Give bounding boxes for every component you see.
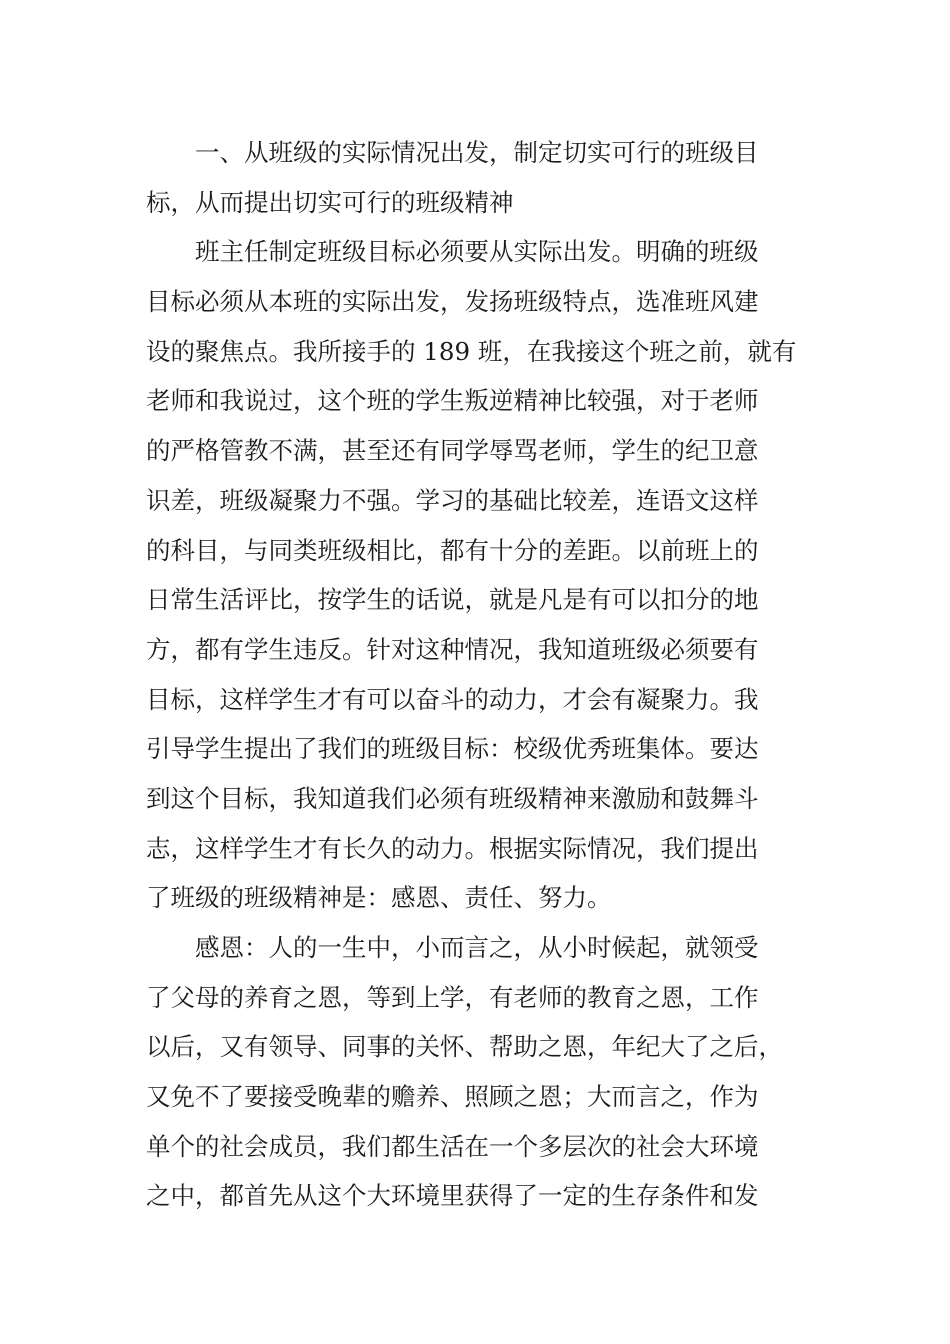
paragraph-line: 班主任制定班级目标必须要从实际出发。明确的班级 <box>195 237 759 267</box>
paragraph-line: 了班级的班级精神是：感恩、责任、努力。 <box>146 883 612 913</box>
paragraph-line: 设的聚焦点。我所接手的 189 班，在我接这个班之前，就有 <box>146 336 797 366</box>
body-text <box>146 128 806 1221</box>
heading-line-1: 一、从班级的实际情况出发，制定切实可行的班级目 <box>195 138 759 167</box>
paragraph-line: 了父母的养育之恩，等到上学，有老师的教育之恩，工作 <box>146 982 759 1012</box>
paragraph-line: 引导学生提出了我们的班级目标：校级优秀班集体。要达 <box>146 734 759 764</box>
paragraph-line: 又免不了要接受晚辈的赡养、照顾之恩；大而言之，作为 <box>146 1082 759 1112</box>
paragraph-line: 日常生活评比，按学生的话说，就是凡是有可以扣分的地 <box>146 585 759 615</box>
paragraph-line: 目标，这样学生才有可以奋斗的动力，才会有凝聚力。我 <box>146 684 759 714</box>
paragraph-line: 目标必须从本班的实际出发，发扬班级特点，选准班风建 <box>146 287 759 317</box>
paragraph-line: 志，这样学生才有长久的动力。根据实际情况，我们提出 <box>146 833 759 863</box>
paragraph-line: 之中，都首先从这个大环境里获得了一定的生存条件和发 <box>146 1181 759 1211</box>
paragraph-line: 的科目，与同类班级相比，都有十分的差距。以前班上的 <box>146 535 759 565</box>
paragraph-line: 的严格管教不满，甚至还有同学辱骂老师，学生的纪卫意 <box>146 436 759 466</box>
paragraph-line: 方，都有学生违反。针对这种情况，我知道班级必须要有 <box>146 634 759 664</box>
heading-line-2: 标，从而提出切实可行的班级精神 <box>146 187 514 217</box>
paragraph-line: 老师和我说过，这个班的学生叛逆精神比较强，对于老师 <box>146 386 759 416</box>
paragraph-line: 识差，班级凝聚力不强。学习的基础比较差，连语文这样 <box>146 485 759 515</box>
paragraph-line: 到这个目标，我知道我们必须有班级精神来激励和鼓舞斗 <box>146 783 759 813</box>
paragraph-line: 单个的社会成员，我们都生活在一个多层次的社会大环境 <box>146 1131 759 1161</box>
paragraph-line: 以后，又有领导、同事的关怀、帮助之恩，年纪大了之后， <box>146 1032 783 1062</box>
paragraph-line: 感恩：人的一生中，小而言之，从小时候起，就领受 <box>195 933 759 962</box>
